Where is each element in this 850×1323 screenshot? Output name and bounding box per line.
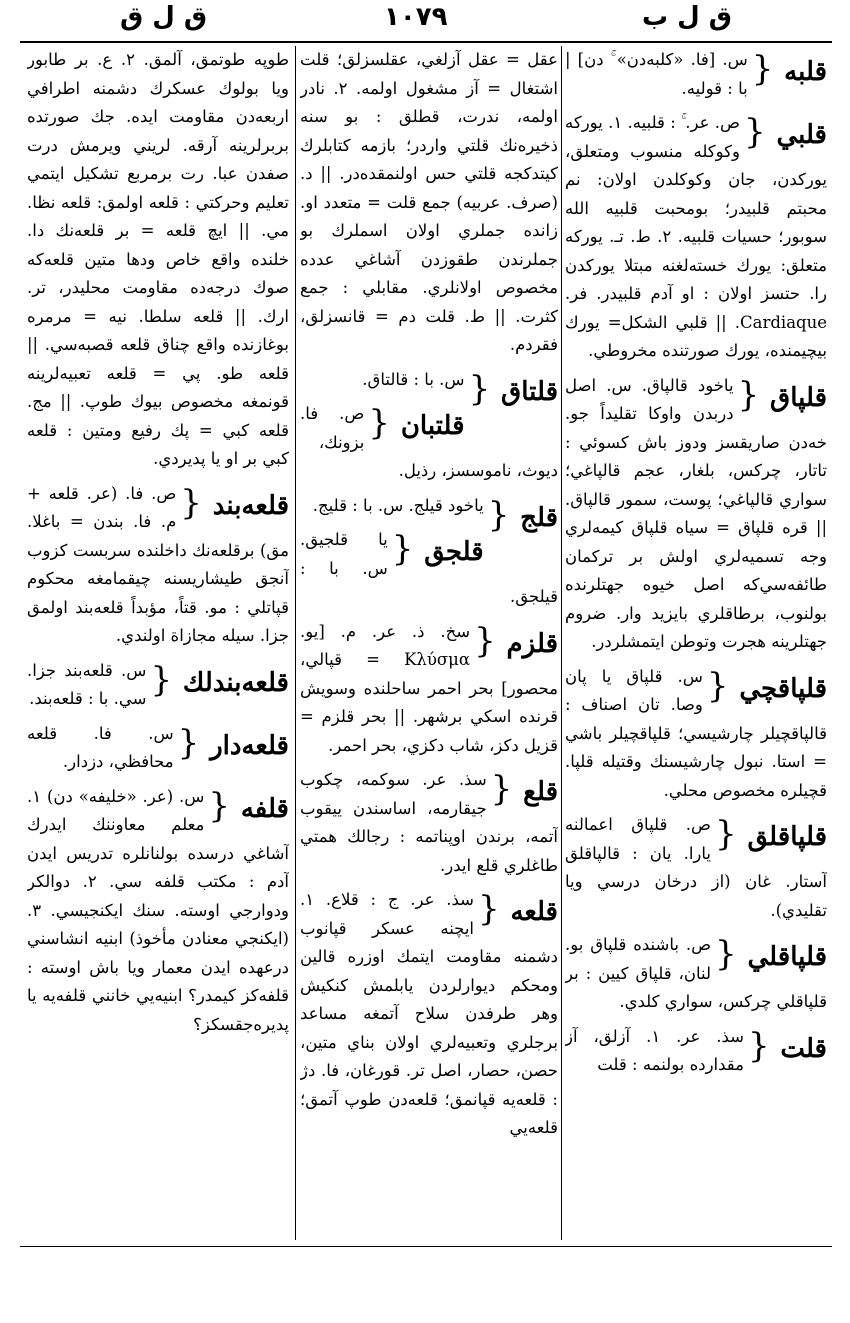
entry-headword: قلپاقچي { [707,663,827,710]
dictionary-entry [565,372,827,657]
footer-rule [20,1246,832,1247]
entry-headword: قلپاقلق { [715,811,827,858]
entry-headword: قلعه‌بند { [180,480,289,527]
entry-headword: قلعه‌دار { [178,720,289,767]
entry-definition: ص. عر. ۚ : قلبيه. ١. يوركه وكوكله منسوب ومتعلق، يوركدن، جان وكوكلدن اولان: نم محبتم قلبيدر؛ بومحبت قلبيه الله سوبور؛ حسيات قلبيه. ٢. ط. تـ. يوركه متعلق: يورك خسته‌لغنه مبتلا يوركدن را. حتسز اولان : او آدم قلبيدر. فر. Cardiaque. || قلبي الشكل= يورك بيچيمنده، يورك صورتنده مخروطي. [565,113,827,360]
entry-definition: طوپه طوتمق، آلمق. ٢. ع. بر طابور ويا بولوك عسكرك دشمنه اطرافي اربعه‌دن مقاومت ايده. جك صورتده بربرلرينه آرقه. لريني ويرمش درت صفدن عبا. رت برمربع تشكيل ايتمي تعليم وحركتي : قلعه اولمق: قلعه نظا. مي. || ايچ قلعه = بر قلعه‌نك دا. خلنده واقع خاص ودها متين قلعه‌كه صوك درجه‌ده مقاومت محليدر، تر. ارك. || قلعه سلطا. نيه = مرمره بوغازنده واقع چناق قلعه قصبه‌سي. || قلعه طو. پي = قلعه تعبيه‌لرينه قونمغه مخصوص بيوك طوپ. || مج. قلعه كبي = پك رفيع ومتين : قلعه كبي بر او يا پديردي. [27,50,289,468]
entry-headword: قلعه { [478,886,558,933]
dictionary-entry [300,366,558,407]
entry-headword: قلبي { [744,109,827,156]
entry-headword: قلپاقلي { [715,931,827,978]
column-middle [300,46,558,1242]
dictionary-entry [27,783,289,1040]
entry-definition: ياخود قالپاق. س. اصل دربدن واوكا تقليداً جو. خه‌دن صاريقسز ودوز باش كسوئي : تاتار، چركس، بلغار، عجم قالپاغي؛ سواري قالپاغي؛ پوست، سمور قالپاق. || قره قلپاق = سياه قلپاق كيمه‌لري وجه تسميه‌لري اولش بر تركمان طائفه‌سي‌كه اصل خيوه جهتلرنده بولنوب، برطاقلري بايزيد وار. ضروم جهتلرينه هجرت وتوطن ايتمشلردر. [565,375,827,651]
entry-headword: قلج { [488,492,558,539]
entry-definition: س. فا. قلعه محافظي، دزدار. [27,723,174,771]
dictionary-entry [565,931,827,1017]
entry-definition: سذ. عر. ١. آزلق، آز مقدارده بولنمه : قلت [565,1026,744,1074]
entry-headword: قلع { [491,766,558,813]
dictionary-entry [27,480,289,651]
dictionary-entry [300,618,558,761]
entry-definition: س. [فا. «كلبه‌دن» ۚ دن] | با : قوليه. [565,50,748,98]
dictionary-entry [565,109,827,366]
page-header [0,0,850,40]
entry-headword: قلتاق { [469,366,558,413]
entry-definition: سخ. ذ. عر. م. [يو. Κλύσμα = قپالي، محصور] بحر احمر ساحلنده وسويش قرنده اسكي برشهر. || بحر قلزم = قزيل دكز، شاب دكزي، بحر احمر. [300,621,558,755]
column-left [27,46,289,1242]
dictionary-entry [300,526,558,612]
entry-definition: س. با : قالتاق. [362,369,465,389]
dictionary-entry [27,720,289,777]
dictionary-entry [565,663,827,806]
entry-headword: قلپاق { [738,372,827,419]
entry-definition: يا قلجيق. س. با : قيلجق. [300,530,558,606]
entry-definition: ص. قلپاق اعمالنه يارا. يان : قالپاقلق آستار. غان (از درخان درسي ويا تقليدي). [565,815,827,920]
entry-definition: ص. فا. بزونك، ديوث، ناموسسز، رذيل. [300,404,558,480]
entry-continuation [300,46,558,360]
dictionary-entry [565,46,827,103]
dictionary-entry [565,811,827,925]
entry-headword: قلعه‌بندلك { [150,657,289,704]
entry-definition: ص. فا. (عر. قلعه + م. فا. بندن = باغلا. مق) برقلعه‌نك داخلنده سربست كزوب آنجق طيشاريسنه چيقمامغه محكوم قپاتلي : مو. قتاً، مؤبداً قلعه‌بند اولمق جزا. سيله مجازاة اولندي. [27,483,289,645]
entry-definition: ياخود قيلج. س. با : قليج. [312,495,484,515]
column-divider [561,46,562,1240]
column-divider [295,46,296,1240]
dictionary-entry [27,657,289,714]
entry-definition: س. (عر. «خليفه» دن) ١. معلم معاوننك ايدرك آشاغي درسده بولنانلره تدريس ايدن آدم : مكتب قلفه سي. ٢. دوالكر ودوارجي اوسته. سنك ايكنجيسي. ٣. (ايكنجي معنادن مأخوذ) ابنيه انشاسني درعهده ايدن معمار ويا باش اوسته : قلفه‌كز كيمدر؟ ابنيه‌يي خانني قلفه‌يه يا پديره‌جقسكز؟ [27,786,289,1034]
header-guide-word-left: ق ل ق [120,2,208,32]
header-rule [20,41,832,43]
entry-definition: س. قلپاق يا پان وصا. تان اصناف : قالپاقچيلر چارشيسي؛ قلپاقچيلر باشي = استا. نبول چارشيسنك وقتيله قلپا. قچيلره مخصوص محلي. [565,666,827,800]
dictionary-entry [565,1023,827,1080]
dictionary-entry [300,886,558,1143]
dictionary-entry [300,492,558,533]
entry-headword: قلتبان { [368,400,464,447]
page-number: ١٠٧٩ [384,2,448,32]
column-right [565,46,827,1242]
header-guide-word-right: ق ل ب [642,2,733,32]
entry-headword: قلفه { [208,783,289,830]
entry-headword: قلزم { [474,618,558,665]
entry-headword: قلت { [748,1023,827,1070]
dictionary-entry [300,400,558,486]
entry-headword: قلبه { [752,46,827,93]
entry-definition: سذ. عر. سوكمه، چكوب جيقارمه، اساسندن ييقوب آتمه، برندن اوپناتمه : رجالك همتي طاغلري قلع ايدر. [300,770,558,875]
entry-definition: ص. باشنده قلپاق بو. لنان، قلپاق كيين : بر قلپاقلي چركس، سواري كلدي. [565,935,827,1011]
entry-definition: سذ. عر. ج : قلاع. ١. ايچنه عسكر قپانوب دشمنه مقاومت ايتمك اوزره قالين ومحكم ديوارلردن يابلمش كنكيش وهر طرفدن سلاح آتمغه مساعد برجلري وتعبيه‌لري اولان بناي متين، حصن، حصار، اصل تر. قورغان، فا. دژ : قلعه‌يه قپانمق؛ قلعه‌دن طوپ آتمق؛ قلعه‌يي [300,890,558,1137]
dictionary-entry [300,766,558,880]
entry-headword: قلجق { [392,526,484,573]
entry-continuation [27,46,289,474]
entry-definition: عقل = عقل آزلغي، عقلسزلق؛ قلت اشتغال = آز مشغول اولمه. ٢. نادر اولمه، ندرت، قطلق : بو سنه ذخيره‌نك قلتي واردر؛ بازمه كتابلرك كيتدكجه قلتي حس اولنمقده‌در. || د. (صرف. عربيه) جمع قلت = متعدد او. زانده جملري اولان اسملرك بو جملرندن طقوزدن آشاغي عدده مخصوص اولانلري. مقابلي : جمع كثرت. || ط. قلت دم = قانسزلق، فقردم. [300,50,558,354]
entry-definition: س. قلعه‌بند جزا. سي. با : قلعه‌بند. [27,660,147,708]
